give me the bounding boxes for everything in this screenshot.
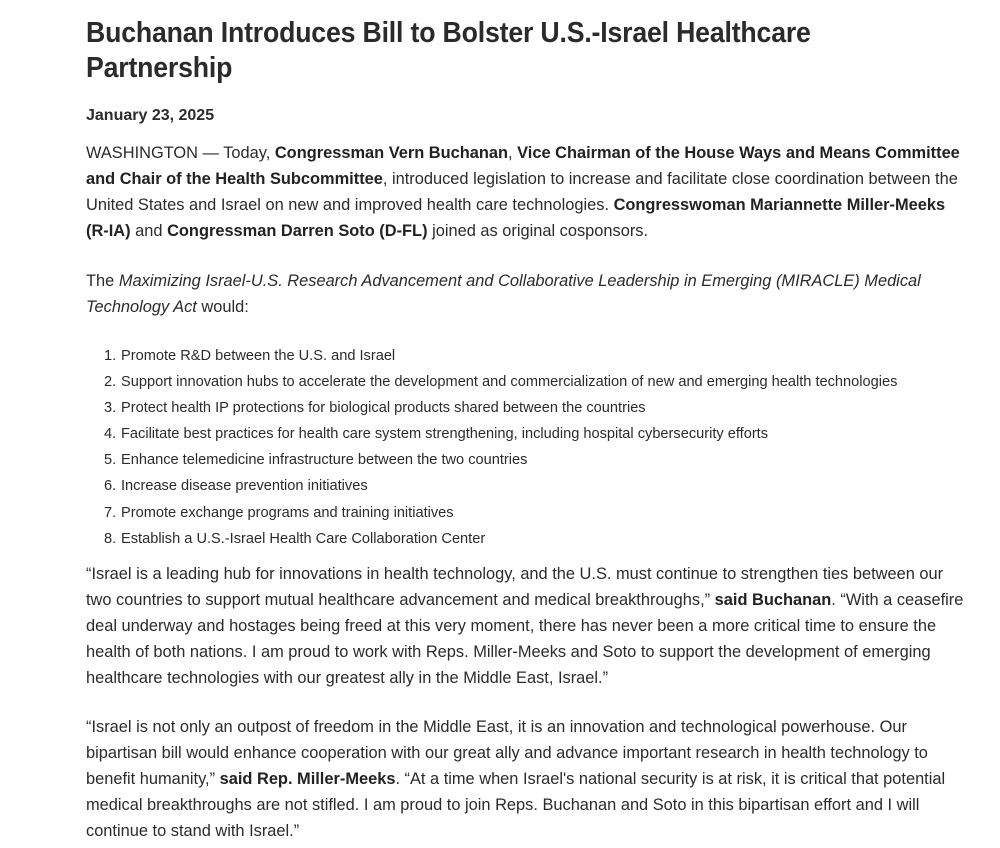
list-item-text: Facilitate best practices for health care system strengthening, including hospital cybersecurity efforts (121, 426, 769, 443)
rep1-title: Vice Chairman of the House Ways and Means Committee and Chair of the Health Subcommittee (86, 144, 960, 188)
act-paragraph (86, 268, 966, 320)
quote-attribution: said Rep. Miller-Meeks (219, 770, 396, 788)
provisions-list (104, 343, 974, 552)
act-prefix: The (86, 272, 119, 290)
rep2-name: Congresswoman Mariannette Miller-Meeks (R-IA) (86, 196, 946, 240)
list-number: 8. (104, 530, 117, 547)
list-item-text: Promote exchange programs and training initiatives (121, 504, 454, 521)
separator: , (508, 144, 518, 162)
act-name: Maximizing Israel-U.S. Research Advancement and Collaborative Leadership in Emerging (MIRACLE) Medical Technology Act (86, 272, 921, 316)
act-suffix: would: (196, 298, 249, 316)
list-item (104, 526, 974, 552)
page-title: Buchanan Introduces Bill to Bolster U.S.-Israel Healthcare Partnership (86, 17, 811, 84)
list-item-text: Support innovation hubs to accelerate the development and commercialization of new and emerging health technologies (121, 374, 898, 391)
list-number: 3. (104, 400, 117, 417)
list-number: 5. (104, 452, 117, 469)
intro-paragraph (86, 140, 966, 244)
quote-attribution: said Buchanan (714, 591, 832, 609)
intro-conjunction: and (130, 222, 168, 240)
list-item (104, 473, 974, 499)
list-item-text: Establish a U.S.-Israel Health Care Collaboration Center (121, 530, 486, 547)
dateline: WASHINGTON — Today, (86, 144, 275, 162)
list-item (104, 447, 974, 473)
rep3-name: Congressman Darren Soto (D-FL) (167, 222, 428, 240)
quote-text: “Israel is not only an outpost of freedom in the Middle East, it is an innovation and technological powerhouse. Our bipartisan bill would enhance cooperation with our great ally and advance important research in health technology to benefit humanity,” (86, 718, 928, 788)
publish-date: January 23, 2025 (86, 107, 215, 124)
intro-text: , introduced legislation to increase and facilitate close coordination between the United States and Israel on new and improved health care technologies. (86, 170, 958, 214)
list-item-text: Protect health IP protections for biological products shared between the countries (121, 400, 646, 417)
list-number: 6. (104, 478, 117, 495)
list-item (104, 369, 974, 395)
list-item (104, 421, 974, 447)
list-item-text: Enhance telemedicine infrastructure between the two countries (121, 452, 528, 469)
quote-text-continued: . “At a time when Israel's national security is at risk, it is critical that potential medical breakthroughs are not stifled. I am proud to join Reps. Buchanan and Soto in this bipartisan effort and I will continue to stand with Israel.” (86, 770, 946, 840)
list-item-text: Promote R&D between the U.S. and Israel (121, 348, 396, 364)
list-number: 4. (104, 426, 117, 443)
miller-meeks-quote (86, 714, 966, 844)
list-item-text: Increase disease prevention initiatives (121, 478, 368, 495)
list-number: 1. (104, 348, 117, 364)
list-item (104, 395, 974, 421)
buchanan-quote (86, 561, 966, 691)
list-item (104, 343, 974, 369)
list-number: 7. (104, 504, 117, 521)
list-item (104, 500, 974, 526)
intro-closing: joined as original cosponsors. (427, 222, 649, 240)
quote-text-continued: . “With a ceasefire deal underway and hostages being freed at this very moment, there has never been a more critical time to ensure the health of both nations. I am proud to work with Reps. Miller-Meeks and Soto to support the development of emerging healthcare technologies with our greatest ally in the Middle East, Israel.” (86, 591, 964, 687)
list-number: 2. (104, 374, 117, 391)
rep1-name: Congressman Vern Buchanan (274, 144, 509, 162)
quote-text: “Israel is a leading hub for innovations in health technology, and the U.S. must continue to strengthen ties between our two countries to support mutual healthcare advancement and medical breakthroughs,” (86, 565, 944, 609)
